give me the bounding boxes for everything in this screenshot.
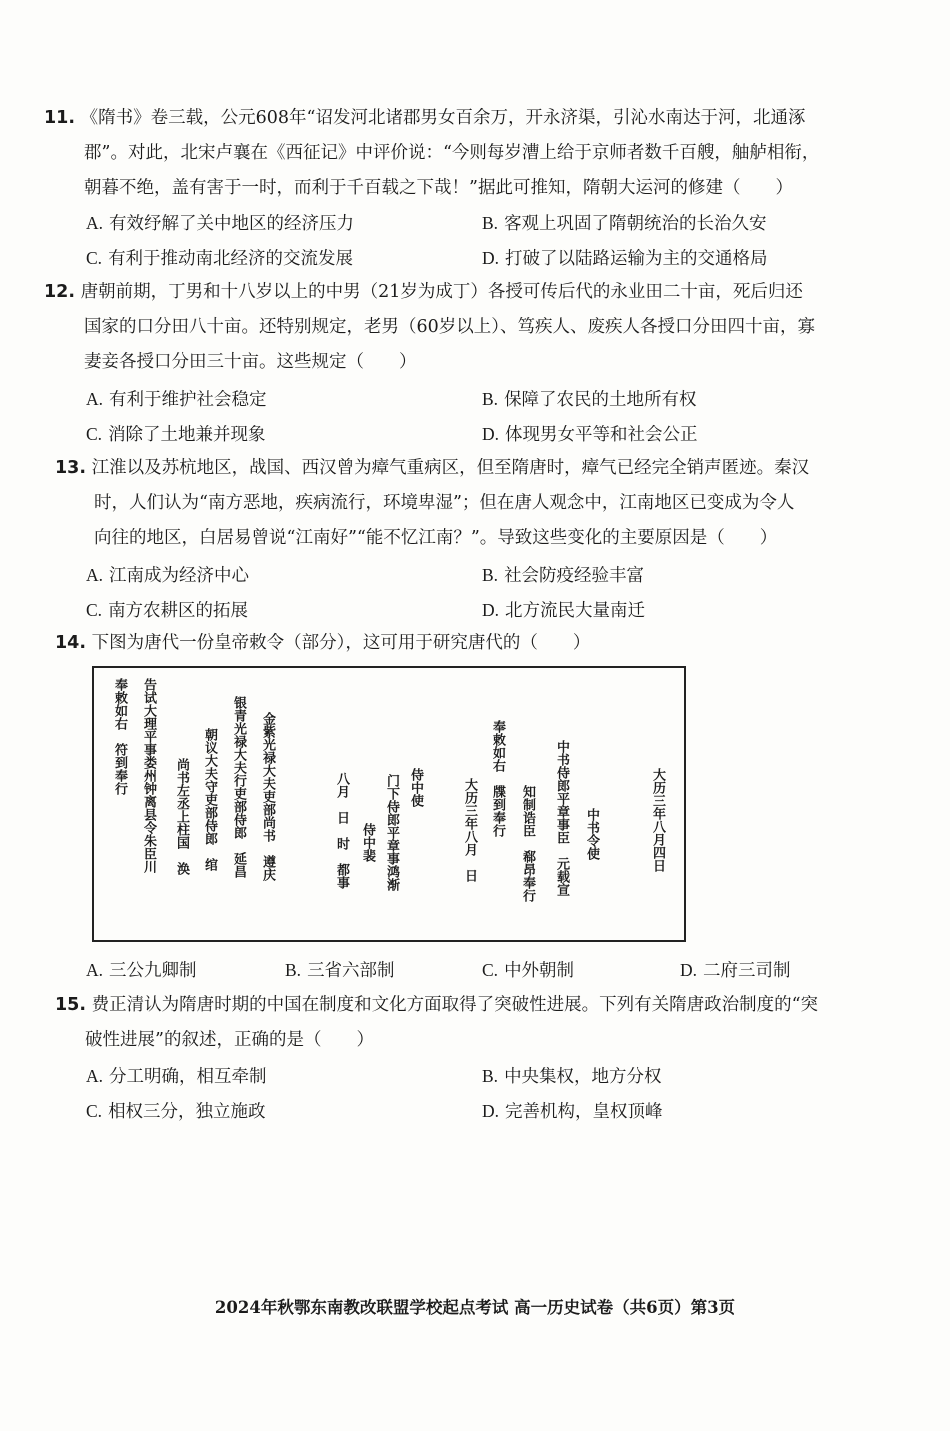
option-a[interactable] <box>86 957 197 982</box>
option-text: 分工明确，相互牵制 <box>109 1067 267 1087</box>
edict-column: 中书侍郎平章事臣 元载宣 <box>554 740 569 896</box>
edict-column: 朝议大夫守吏部侍郎 绾 <box>202 728 217 871</box>
option-letter: B. <box>285 960 302 980</box>
question-number: 11. <box>44 108 76 128</box>
question-text-line: 妻妾各授口分田三十亩。这些规定（ ） <box>84 352 417 372</box>
option-b[interactable] <box>482 562 644 587</box>
option-letter: C. <box>482 960 499 980</box>
option-letter: C. <box>86 600 103 620</box>
edict-column: 银青光禄大夫行吏部侍郎 延昌 <box>231 696 246 878</box>
option-a[interactable] <box>86 562 249 587</box>
question-text-line: 破性进展”的叙述，正确的是（ ） <box>85 1030 374 1050</box>
edict-column: 告试大理平事娄州钟离县令朱臣川 <box>141 678 156 873</box>
option-letter: A. <box>86 213 104 233</box>
option-b[interactable] <box>482 210 767 235</box>
option-text: 完善机构，皇权顶峰 <box>505 1102 663 1122</box>
option-letter: B. <box>482 213 499 233</box>
question-14 <box>55 626 915 661</box>
option-text: 江南成为经济中心 <box>109 566 250 586</box>
question-text-line: 《隋书》卷三载，公元608年“诏发河北诸郡男女百余万，开永济渠，引沁水南达于河，北通涿 <box>80 108 806 128</box>
question-text-line: 唐朝前期，丁男和十八岁以上的中男（21岁为成丁）各授可传后代的永业田二十亩，死后归还 <box>80 282 803 302</box>
option-text: 北方流民大量南迁 <box>505 601 646 621</box>
question-text-line: 朝暮不绝，盖有害于一时，而利于千百载之下哉！”据此可推知，隋朝大运河的修建（ ） <box>84 178 793 198</box>
option-d[interactable] <box>482 1098 663 1123</box>
option-text: 中外朝制 <box>504 961 575 981</box>
edict-column: 门下侍郎平章事鸿渐 <box>384 774 399 891</box>
option-text: 相权三分，独立施政 <box>108 1102 266 1122</box>
option-letter: D. <box>680 960 698 980</box>
option-letter: B. <box>482 565 499 585</box>
option-letter: A. <box>86 1066 104 1086</box>
option-text: 中央集权，地方分权 <box>504 1067 662 1087</box>
option-letter: B. <box>482 389 499 409</box>
edict-column: 中书令使 <box>584 808 599 860</box>
question-text-line: 时，人们认为“南方恶地，疾病流行，环境卑湿”；但在唐人观念中，江南地区已变成为令人 <box>94 493 795 513</box>
question-text-line: 国家的口分田八十亩。还特别规定，老男（60岁以上）、笃疾人、废疾人各授口分田四十亩，寡 <box>84 317 816 337</box>
option-c[interactable] <box>86 1098 266 1123</box>
option-letter: D. <box>482 424 500 444</box>
edict-figure <box>92 666 686 942</box>
question-11 <box>44 101 914 206</box>
option-text: 保障了农民的土地所有权 <box>504 390 697 410</box>
question-text-line: 郡”。对此，北宋卢襄在《西征记》中评价说：“今则每岁漕上给于京师者数千百艘，舳舻相衔， <box>84 143 820 163</box>
edict-column: 奉敕如右 符到奉行 <box>112 678 127 795</box>
option-letter: A. <box>86 389 104 409</box>
option-text: 有利于推动南北经济的交流发展 <box>108 249 354 269</box>
option-letter: C. <box>86 248 103 268</box>
option-c[interactable] <box>86 597 248 622</box>
question-number: 13. <box>55 458 87 478</box>
option-text: 三省六部制 <box>307 961 395 981</box>
edict-column: 知制诰臣 郗昂奉行 <box>520 785 535 902</box>
question-number: 14. <box>55 633 87 653</box>
question-13 <box>55 451 915 556</box>
question-text-line: 下图为唐代一份皇帝敕令（部分），这可用于研究唐代的（ ） <box>91 633 591 653</box>
option-text: 体现男女平等和社会公正 <box>505 425 698 445</box>
option-letter: A. <box>86 960 104 980</box>
option-text: 三公九卿制 <box>109 961 197 981</box>
edict-column: 侍中裴 <box>360 823 375 862</box>
edict-column: 奉敕如右 牒到奉行 <box>490 720 505 837</box>
option-c[interactable] <box>86 245 353 270</box>
question-number: 12. <box>44 282 76 302</box>
option-letter: D. <box>482 248 500 268</box>
option-text: 社会防疫经验丰富 <box>504 566 645 586</box>
option-letter: B. <box>482 1066 499 1086</box>
edict-column: 尚书左丞上柱国 涣 <box>174 758 189 875</box>
option-letter: C. <box>86 1101 103 1121</box>
option-b[interactable] <box>285 957 395 982</box>
option-text: 消除了土地兼并现象 <box>108 425 266 445</box>
option-text: 有利于维护社会稳定 <box>109 390 267 410</box>
option-text: 客观上巩固了隋朝统治的长治久安 <box>504 214 767 234</box>
option-a[interactable] <box>86 210 354 235</box>
option-letter: A. <box>86 565 104 585</box>
option-text: 有效纾解了关中地区的经济压力 <box>109 214 355 234</box>
option-text: 南方农耕区的拓展 <box>108 601 249 621</box>
option-d[interactable] <box>680 957 791 982</box>
option-letter: D. <box>482 1101 500 1121</box>
option-d[interactable] <box>482 597 645 622</box>
page-footer: 2024年秋鄂东南教改联盟学校起点考试 高一历史试卷（共6页）第3页 <box>214 1298 736 1317</box>
option-a[interactable] <box>86 386 267 411</box>
question-15 <box>55 988 915 1058</box>
question-number: 15. <box>55 995 87 1015</box>
edict-column: 八月 日 时 都事 <box>334 772 349 889</box>
option-d[interactable] <box>482 245 768 270</box>
question-12 <box>44 275 914 380</box>
option-b[interactable] <box>482 1063 662 1088</box>
edict-column: 侍中使 <box>408 768 423 807</box>
option-c[interactable] <box>482 957 574 982</box>
question-text-line: 江淮以及苏杭地区，战国、西汉曾为瘴气重病区，但至隋唐时，瘴气已经完全销声匿迹。秦汉 <box>91 458 810 478</box>
option-text: 打破了以陆路运输为主的交通格局 <box>505 249 768 269</box>
option-a[interactable] <box>86 1063 267 1088</box>
option-c[interactable] <box>86 421 266 446</box>
option-letter: D. <box>482 600 500 620</box>
edict-column: 大历三年八月 日 <box>462 778 477 882</box>
option-text: 二府三司制 <box>703 961 791 981</box>
edict-column: 大历三年八月四日 <box>650 768 665 872</box>
option-letter: C. <box>86 424 103 444</box>
question-text-line: 向往的地区，白居易曾说“江南好”“能不忆江南？”。导致这些变化的主要原因是（ ） <box>94 528 778 548</box>
question-text-line: 费正清认为隋唐时期的中国在制度和文化方面取得了突破性进展。下列有关隋唐政治制度的“突 <box>91 995 819 1015</box>
option-b[interactable] <box>482 386 697 411</box>
edict-column: 金紫光禄大夫吏部尚书 遵庆 <box>260 712 275 881</box>
option-d[interactable] <box>482 421 698 446</box>
